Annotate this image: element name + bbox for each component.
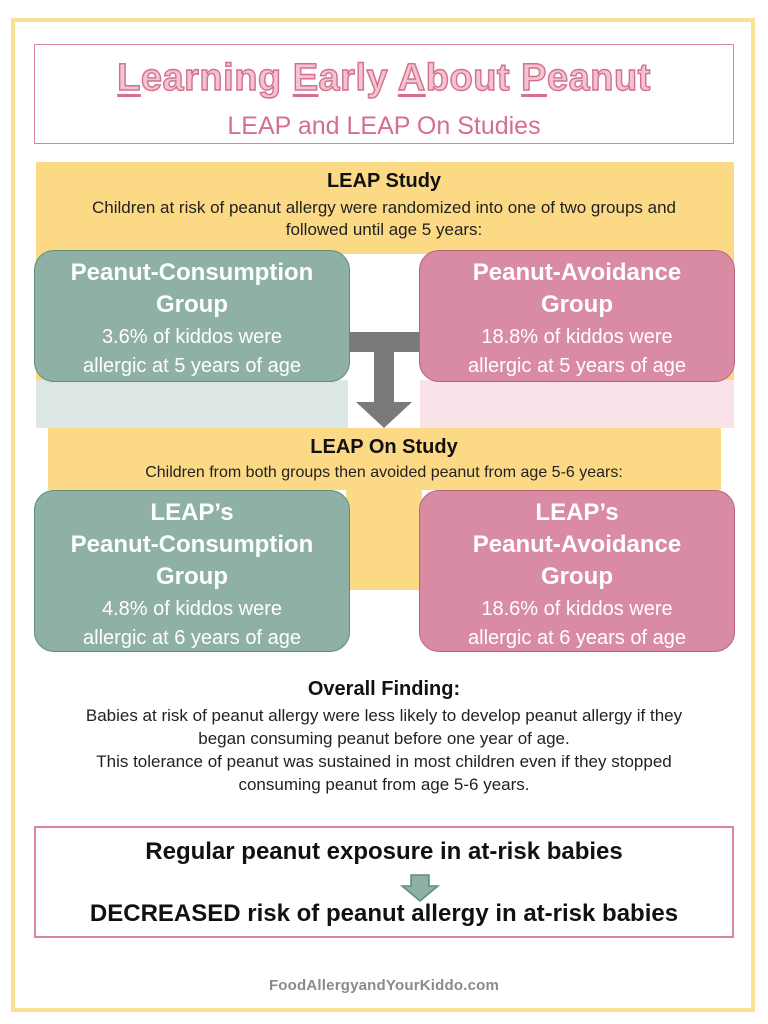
group-stat-line1: 18.6% of kiddos were [481,598,673,620]
consumption-column-bg [36,380,348,428]
group-stat-line2: allergic at 5 years of age [468,355,686,377]
group-title-line3: Group [541,563,613,590]
title-initial-a: A [397,57,426,99]
leap-study-desc-line1: Children at risk of peanut allergy were randomized into one of two groups and [91,198,676,217]
avoidance-column-bg [420,380,734,428]
group-title-line2: Group [156,291,228,318]
conclusion-box [34,826,734,938]
down-arrow-icon [400,874,440,902]
group-stat-line1: 4.8% of kiddos were [101,598,283,620]
group-stat-line1: 3.6% of kiddos were [101,326,283,348]
overall-finding-line4: consuming peanut from age 5-6 years. [238,775,530,794]
leap-study-desc-line2: followed until age 5 years: [285,220,483,239]
group-title-line2: Group [541,291,613,318]
group-stat-line2: allergic at 6 years of age [468,627,686,649]
footer-site-link[interactable]: FoodAllergyandYourKiddo.com [268,977,500,994]
leap-on-study-desc: Children from both groups then avoided peanut from age 5-6 years: [145,464,623,481]
title-word-about: bout [425,57,522,99]
group-title-line1: LEAP’s [150,499,234,526]
connector-stem [374,352,394,404]
peanut-avoidance-group-box [419,250,735,382]
peanut-consumption-group-box [34,250,350,382]
down-arrow-icon [356,402,412,428]
group-title-line1: Peanut-Avoidance [472,259,682,286]
connector-bar [348,332,420,352]
group-stat-line2: allergic at 6 years of age [83,627,301,649]
title-word-learning: earning [140,57,293,99]
leap-study-heading: LEAP Study [326,170,442,192]
title-word-early: arly [318,57,398,99]
group-title-line1: Peanut-Consumption [70,259,314,286]
group-title-line2: Peanut-Consumption [70,531,314,558]
leap-on-band-center [346,490,422,590]
group-title-line1: LEAP’s [535,499,619,526]
title-word-peanut: eanut [546,57,651,99]
group-title-line3: Group [156,563,228,590]
conclusion-exposure: Regular peanut exposure in at-risk babies [145,838,623,865]
leap-on-study-heading: LEAP On Study [310,436,458,458]
overall-finding-line2: began consuming peanut before one year of age. [198,729,570,748]
title-initial-p: P [521,57,547,99]
page-subtitle: LEAP and LEAP On Studies [227,112,541,140]
leap-avoidance-group-box [419,490,735,652]
overall-finding-line3: This tolerance of peanut was sustained in most children even if they stopped [96,752,672,771]
overall-finding-heading: Overall Finding: [307,678,461,700]
group-title-line2: Peanut-Avoidance [472,531,682,558]
page-title [35,57,733,100]
title-initial-l: L [117,57,141,99]
leap-consumption-group-box [34,490,350,652]
group-stat-line1: 18.8% of kiddos were [481,326,673,348]
group-stat-line2: allergic at 5 years of age [83,355,301,377]
overall-finding-line1: Babies at risk of peanut allergy were less likely to develop peanut allergy if they [85,706,683,725]
title-box [34,44,734,144]
title-initial-e: E [292,57,319,99]
conclusion-outcome: DECREASED risk of peanut allergy in at-risk babies [89,900,679,927]
